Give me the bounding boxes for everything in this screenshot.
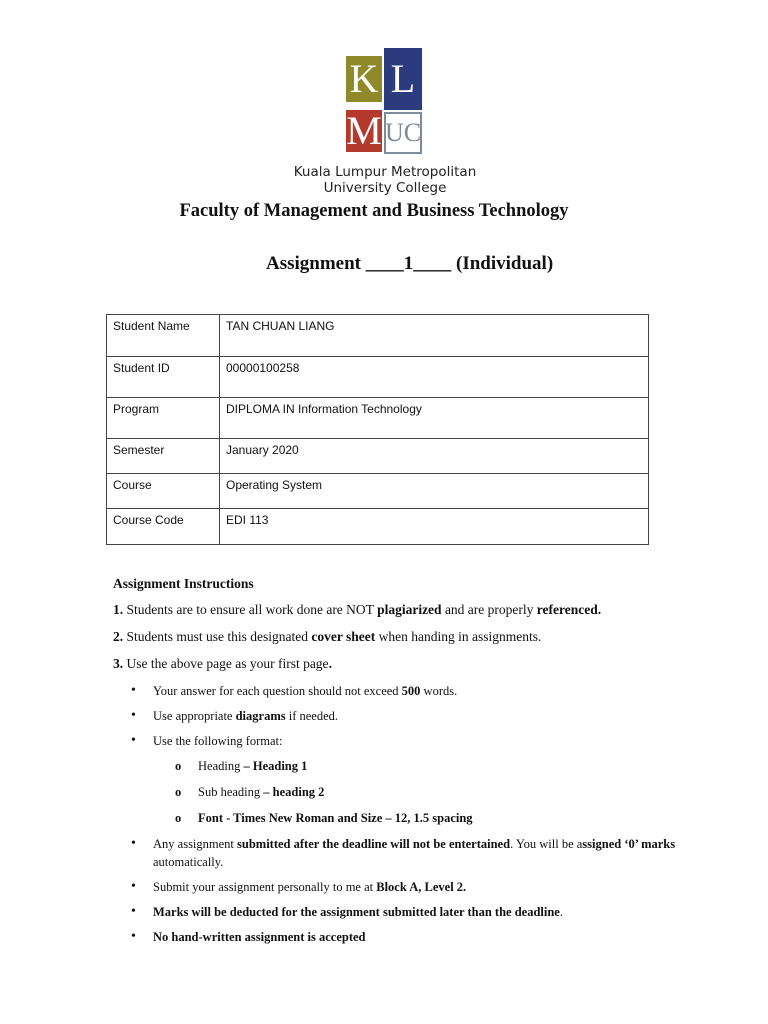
table-row xyxy=(107,315,649,357)
row-label: Student Name xyxy=(107,315,220,357)
sub-bullet-item: o Font - Times New Roman and Size – 12, 1.5 spacing xyxy=(175,811,473,825)
bullet-icon: • xyxy=(131,904,136,919)
circle-bullet-icon: o xyxy=(175,811,182,825)
instruction-item: 2. Students must use this designated cover sheet when handing in assignments. xyxy=(113,629,542,644)
row-label: Student ID xyxy=(107,357,220,398)
bullet-item: • Submit your assignment personally to me at Block A, Level 2. xyxy=(131,879,467,894)
instructions-heading: Assignment Instructions xyxy=(113,576,254,591)
row-label: Program xyxy=(107,398,220,439)
row-value: EDI 113 xyxy=(220,509,649,545)
faculty-title: Faculty of Management and Business Technology xyxy=(179,201,569,221)
instruction-item: 1. Students are to ensure all work done are NOT plagiarized and are properly referenced. xyxy=(113,602,602,617)
bullet-icon: • xyxy=(131,708,136,723)
table-row xyxy=(107,474,649,509)
row-label: Semester xyxy=(107,439,220,474)
bullet-item: • Your answer for each question should not exceed 500 words. xyxy=(131,683,458,698)
row-label: Course xyxy=(107,474,220,509)
row-value: TAN CHUAN LIANG xyxy=(220,315,649,357)
bullet-item: • Any assignment submitted after the deadline will not be entertained. You will be assigned ‘0’ marks automatically. xyxy=(131,836,676,869)
bullet-icon: • xyxy=(131,683,136,698)
logo-tile-uc: U C xyxy=(384,112,422,154)
sub-bullet-item: o Sub heading – heading 2 xyxy=(175,785,325,799)
logo-tile-l: L xyxy=(384,48,422,110)
bullet-item: • No hand-written assignment is accepted xyxy=(131,929,366,944)
logo-mark xyxy=(346,48,426,160)
bullet-icon: • xyxy=(131,929,136,944)
bullet-icon: • xyxy=(131,879,136,894)
circle-bullet-icon: o xyxy=(175,785,182,799)
row-value: 00000100258 xyxy=(220,357,649,398)
assignment-title: Assignment ____1____ (Individual) xyxy=(266,253,554,274)
bullet-item: • Marks will be deducted for the assignment submitted later than the deadline. xyxy=(131,904,563,919)
assignment-instructions xyxy=(113,576,713,953)
row-value: Operating System xyxy=(220,474,649,509)
sub-bullet-item: o Heading – Heading 1 xyxy=(175,759,308,773)
row-value: January 2020 xyxy=(220,439,649,474)
row-label: Course Code xyxy=(107,509,220,545)
circle-bullet-icon: o xyxy=(175,759,182,773)
university-logo xyxy=(280,48,490,198)
row-value: DIPLOMA IN Information Technology xyxy=(220,398,649,439)
logo-tile-m: M xyxy=(346,108,382,153)
table-row xyxy=(107,439,649,474)
table-row xyxy=(107,509,649,545)
table-row xyxy=(107,398,649,439)
table-row xyxy=(107,357,649,398)
bullet-icon: • xyxy=(131,836,136,851)
student-info-table xyxy=(106,314,649,545)
bullet-item: • Use appropriate diagrams if needed. xyxy=(131,708,339,723)
bullet-item: • Use the following format: xyxy=(131,733,283,748)
bullet-icon: • xyxy=(131,733,136,748)
university-name: Kuala Lumpur Metropolitan University College xyxy=(293,164,477,196)
instruction-item: 3. Use the above page as your first page. xyxy=(113,656,332,671)
logo-tile-k: K xyxy=(346,56,382,102)
